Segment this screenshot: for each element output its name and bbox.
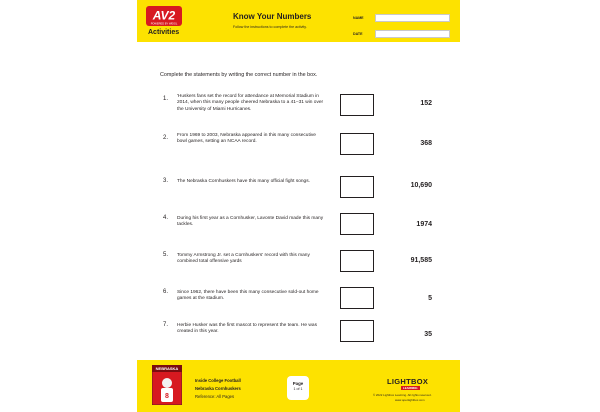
- instructions: Complete the statements by writing the correct number in the box.: [160, 72, 318, 78]
- series-title: Inside College Football: [195, 378, 241, 383]
- answer-value: 152: [420, 100, 432, 107]
- question-text: From 1969 to 2003, Nebraska appeared in this many consecutive bowl games, setting an NCAA record.: [177, 133, 316, 145]
- page-subtitle: Follow the instructions to complete the activity.: [233, 25, 307, 29]
- question-text: During his first year as a Cornhusker, Lavonte David made this many tackles.: [177, 216, 324, 228]
- answer-value: 368: [420, 140, 432, 147]
- svg-text:AV2: AV2: [152, 8, 176, 23]
- question-7: [137, 320, 460, 350]
- answer-value: 91,585: [410, 257, 432, 264]
- answer-box[interactable]: [340, 94, 374, 116]
- answer-value: 1974: [416, 221, 432, 228]
- header-band: [137, 0, 460, 42]
- question-text: Tommy Armstrong Jr. set a Cornhuskers' record with this many combined total offensive yards: [177, 253, 310, 265]
- av2-logo-icon: [146, 6, 182, 26]
- answer-box[interactable]: [340, 176, 374, 198]
- book-title: Nebraska Cornhuskers: [195, 386, 241, 391]
- question-text: Herbie Husker was the first mascot to represent the team. He was created in this year.: [177, 323, 317, 335]
- page-number: 1 of 1: [293, 387, 303, 391]
- book-cover-icon: [152, 365, 182, 405]
- question-number: 3.: [163, 178, 169, 184]
- question-2: [137, 133, 460, 163]
- answer-box[interactable]: [340, 250, 374, 272]
- question-number: 6.: [163, 289, 169, 295]
- page-title: Know Your Numbers: [233, 12, 312, 21]
- page-badge: [287, 376, 309, 400]
- question-number: 2.: [163, 135, 169, 141]
- copyright-text: © 2022 Lightbox Learning. All rights reserved.: [373, 393, 432, 397]
- name-label: NAME: [353, 16, 364, 20]
- footer-band: [137, 360, 460, 412]
- question-number: 1.: [163, 96, 169, 102]
- answer-box[interactable]: [340, 287, 374, 309]
- name-field[interactable]: [375, 14, 450, 22]
- answer-value: 35: [424, 331, 432, 338]
- answer-value: 10,690: [410, 182, 432, 189]
- answer-value: 5: [428, 295, 432, 302]
- question-number: 5.: [163, 252, 169, 258]
- answer-box[interactable]: [340, 213, 374, 235]
- answer-box[interactable]: [340, 133, 374, 155]
- question-text: 'Huskers fans set the record for attendance at Memorial Stadium in 2014, when this many people cheered Nebraska to a 41–31 win over the University of Miami Hurricanes.: [177, 94, 324, 112]
- book-cover: [152, 365, 182, 405]
- av2-logo: [146, 6, 182, 26]
- lightbox-logo-sub: LEARNING: [403, 386, 418, 390]
- lightbox-logo: LIGHTBOX: [387, 377, 429, 386]
- question-1: [137, 94, 460, 124]
- question-number: 4.: [163, 215, 169, 221]
- question-number: 7.: [163, 322, 169, 328]
- question-3: [137, 176, 460, 206]
- svg-text:POWERED BY WEIGL: POWERED BY WEIGL: [150, 22, 178, 26]
- svg-text:NEBRASKA: NEBRASKA: [155, 366, 179, 372]
- reference-label: Reference: All Pages: [195, 394, 235, 399]
- website-link[interactable]: www.openlightbox.com: [395, 398, 425, 402]
- question-6: [137, 287, 460, 317]
- question-text: Since 1962, there have been this many consecutive sold-out home games at the stadium.: [177, 290, 319, 302]
- svg-text:8: 8: [165, 393, 169, 400]
- answer-box[interactable]: [340, 320, 374, 342]
- question-5: [137, 250, 460, 280]
- worksheet: [137, 0, 460, 412]
- activities-label: Activities: [148, 29, 180, 36]
- question-4: [137, 213, 460, 243]
- date-field[interactable]: [375, 30, 450, 38]
- date-label: DATE: [353, 32, 363, 36]
- question-text: The Nebraska Cornhuskers have this many official fight songs.: [177, 179, 310, 184]
- page-label: Page: [292, 381, 304, 386]
